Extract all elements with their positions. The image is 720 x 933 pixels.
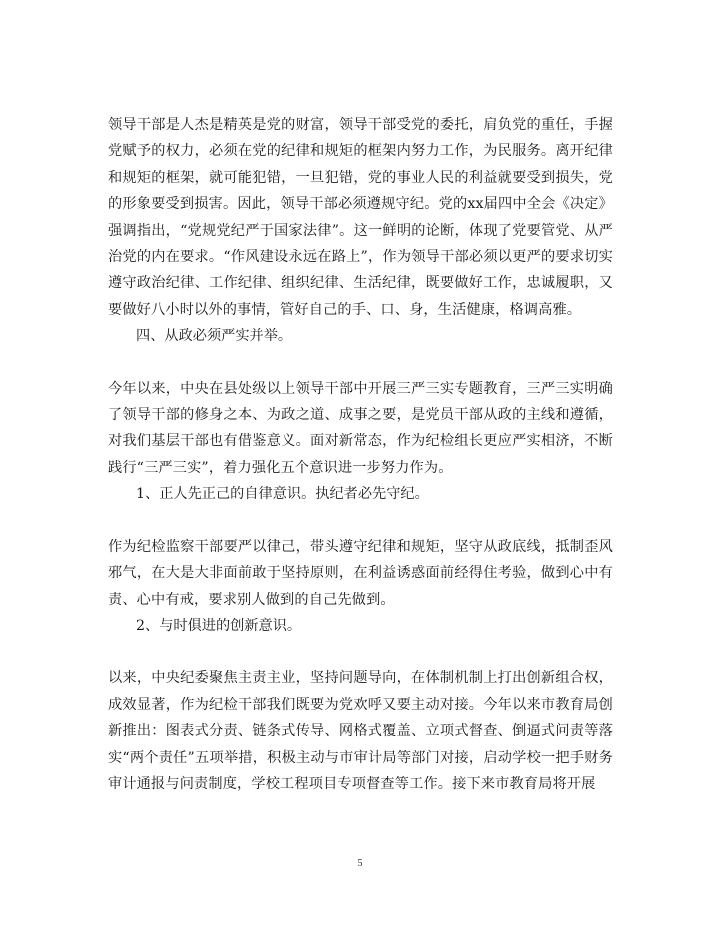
paragraph-self-discipline: 作为纪检监察干部要严以律己，带头遵守纪律和规矩，坚守从政底线，抵制歪风邪气，在大是大非面前敢于坚持原则，在利益诱惑面前经得住考验，做到心中有责、心中有戒，要求别人做到的自己先做到。 <box>108 538 613 608</box>
section-heading-four: 四、从政必须严实并举。 <box>136 328 293 345</box>
paragraph-spacer <box>108 639 613 665</box>
subheading-innovation: 2、与时俱进的创新意识。 <box>136 617 302 634</box>
paragraph-discipline: 领导干部是人杰是精英是党的财富，领导干部受党的委托，肩负党的重任，手握党赋予的权力，必须在党的纪律和规矩的框架内努力工作，为民服务。离开纪律和规矩的框架，就可能犯错，一旦犯错，党的事业人民的利益就要受到损失，党的形象要受到损害。因此，领导干部必须遵规守纪。党的xx届四中全会《决定》强调指出，“党规党纪严于国家法律”。这一鲜明的论断，体现了党要管党、从严治党的内在要求。“作风建设永远在路上”，作为领导干部必须以更严的要求切实遵守政治纪律、工作纪律、组织纪律、生活纪律，既要做好工作，忠诚履职，又要做好八小时以外的事情，管好自己的手、口、身，生活健康，格调高雅。 <box>108 117 613 318</box>
paragraph-spacer <box>108 508 613 534</box>
document-body <box>108 112 613 797</box>
paragraph-innovation: 以来，中央纪委聚焦主责主业，坚持问题导向，在体制机制上打出创新组合权，成效显著，作为纪检干部我们既要为党欢呼又要主动对接。今年以来市教育局创新推出：图表式分责、链条式传导、网格式覆盖、立项式督查、倒逼式问责等落实“两个责任”五项举措，积极主动与市审计局等部门对接，启动学校一把手财务审计通报与问责制度，学校工程项目专项督查等工作。接下来市教育局将开展 <box>108 670 613 792</box>
paragraph-three-stricts: 今年以来，中央在县处级以上领导干部中开展三严三实专题教育，三严三实明确了领导干部的修身之本、为政之道、成事之要，是党员干部从政的主线和遵循，对我们基层干部也有借鉴意义。面对新常态，作为纪检组长更应严实相济，不断践行“三严三实”，着力强化五个意识进一步努力作为。 <box>108 380 613 476</box>
subheading-self-discipline: 1、正人先正己的自律意识。执纪者必先守纪。 <box>136 486 429 503</box>
paragraph-spacer <box>108 350 613 376</box>
page-number: 5 <box>357 858 363 869</box>
